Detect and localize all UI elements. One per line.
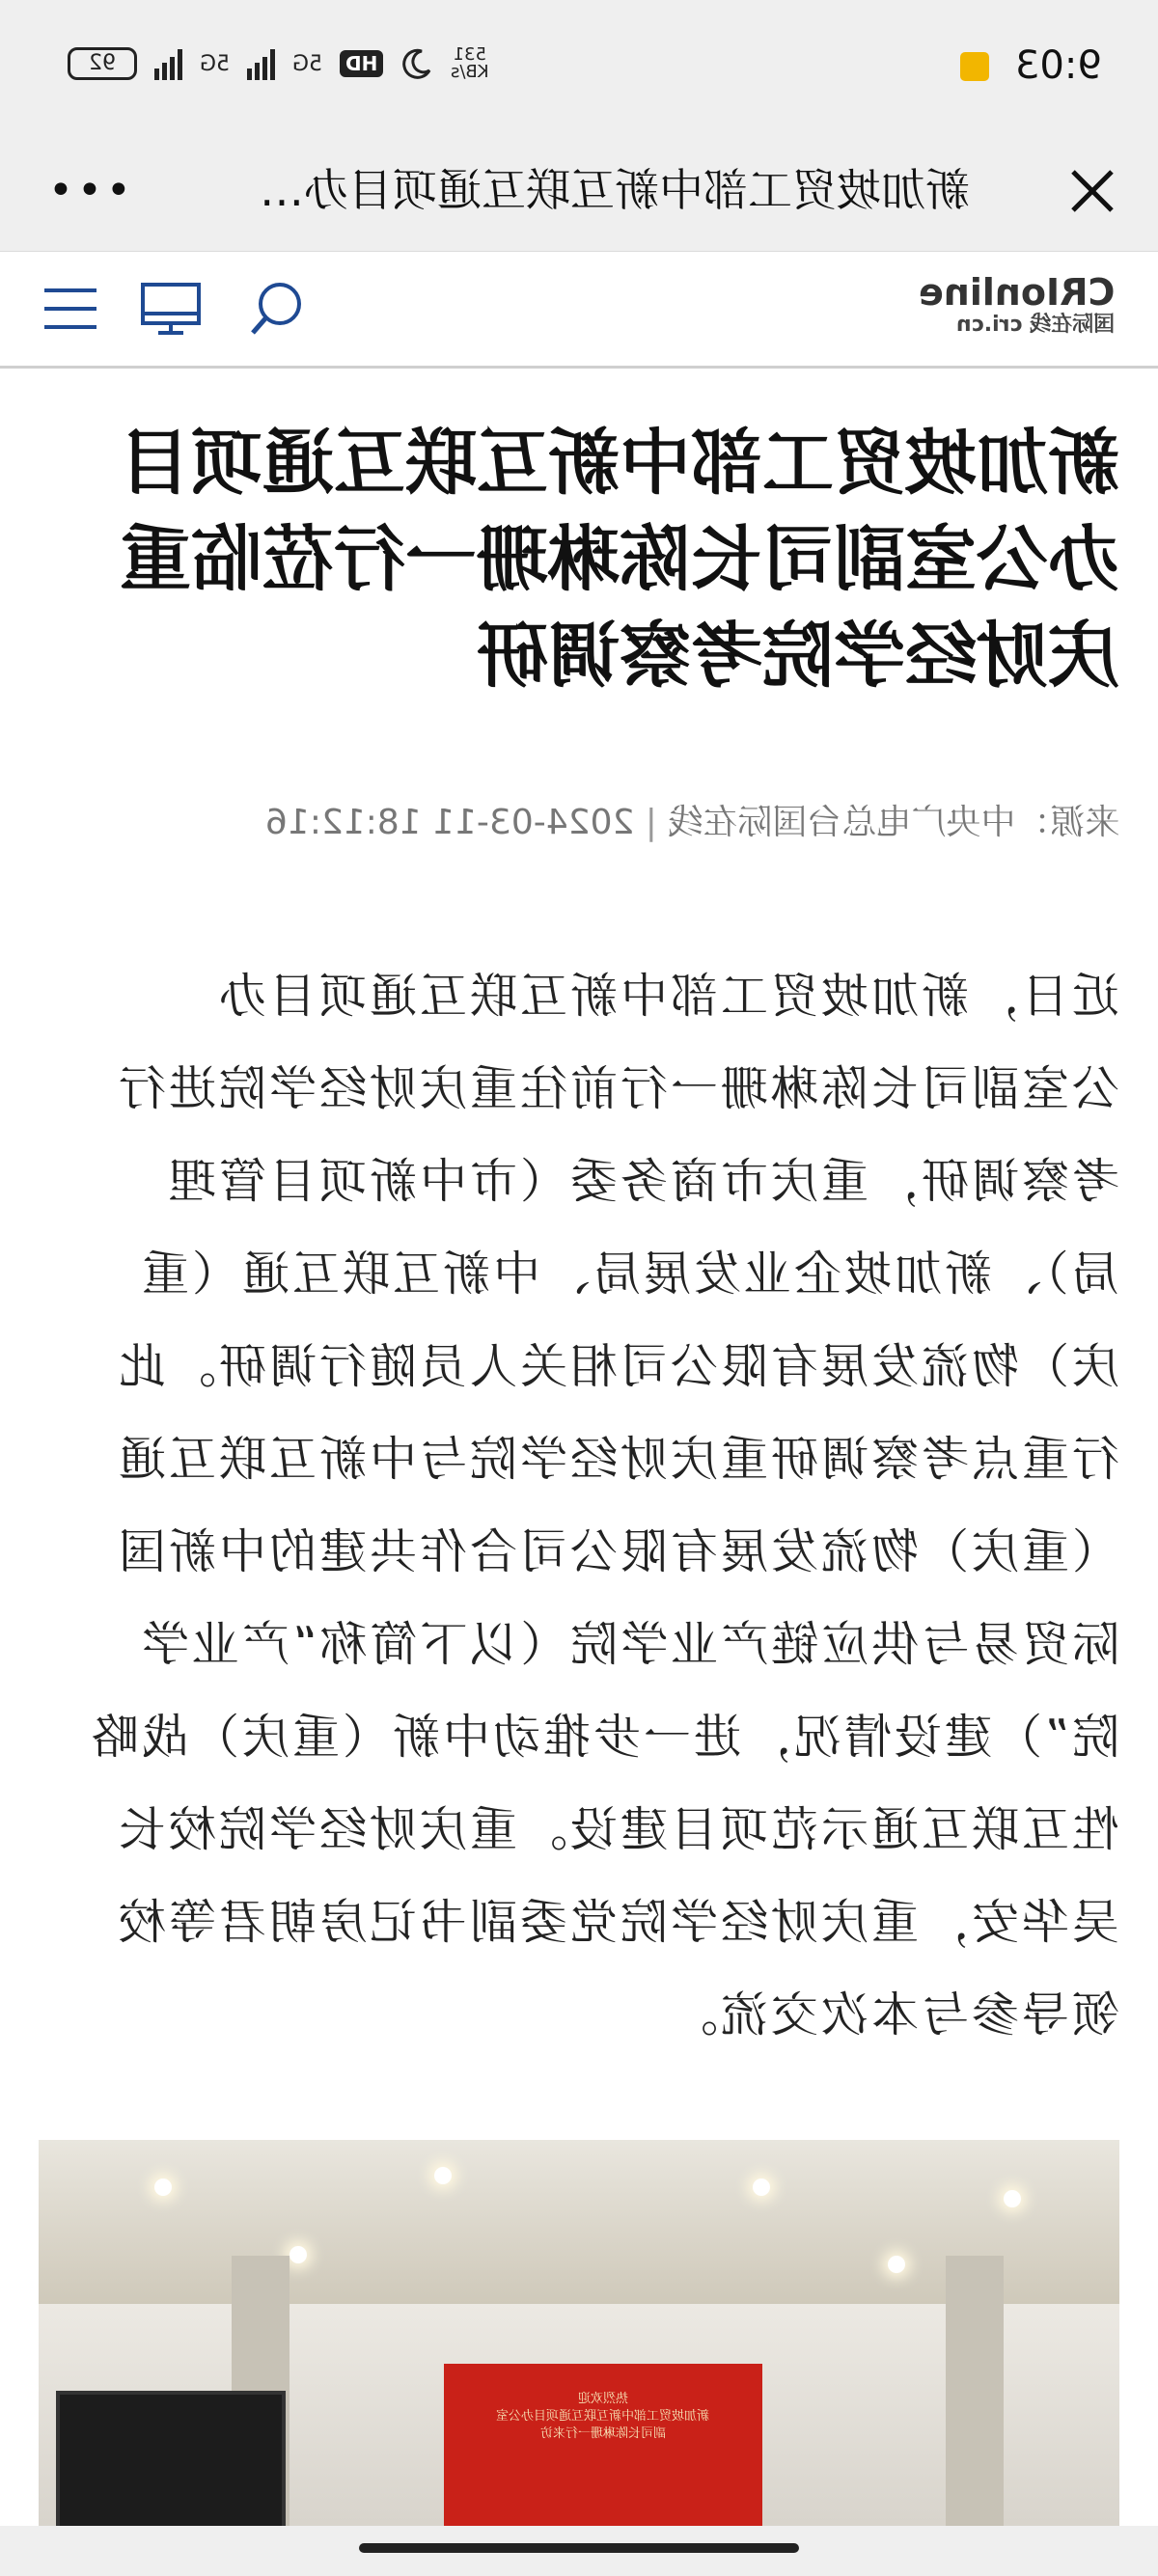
screen-line: 热烈欢迎 [577,2392,628,2406]
logo-sub: 国际在线 cri.cn [955,313,1115,337]
ceiling-light [888,2256,905,2273]
network-type-2: 5G [292,51,323,76]
site-nav [0,252,1158,369]
article-photo[interactable] [39,2140,1119,2526]
wall-tv [56,2391,286,2526]
body-line: （重庆）物流发展有限公司合作共建的中新国 [115,1524,1119,1579]
article-title [39,415,1119,704]
signal-icon [154,47,182,80]
logo-main: CRIonline [918,271,1115,314]
body-line: 公室副司长陈琳珊一行前往重庆财经学院进行 [115,1061,1119,1116]
tv-icon[interactable] [137,277,205,341]
ceiling-light [290,2246,307,2263]
article-source[interactable]: 来源：中央广电总台国际在线 [667,803,1119,842]
body-line: 庆）物流发展有限公司相关人员随行调研。此 [115,1339,1119,1394]
title-line: 新加坡贸工部中新互联互通项目 [120,422,1119,505]
status-bar [0,0,1158,135]
body-line: 行重点考察调研重庆财经学院与中新互联互通 [115,1432,1119,1487]
battery-icon [68,47,137,80]
toolbar-title: 新加坡贸工部中新互联互通项目办… [260,164,970,216]
site-logo[interactable] [912,273,1115,350]
body-line: 考察调研，重庆市商务委（市中新项目管理 [165,1154,1119,1209]
meta-separator: | [633,803,657,842]
more-dots-icon: ••• [48,166,135,215]
close-icon[interactable] [1063,162,1121,220]
notification-app-icon [960,52,989,81]
home-indicator[interactable] [359,2543,799,2553]
body-line: 际贸易与供应链产业学院（以下简称“产业学 [138,1617,1119,1672]
ceiling-light [1004,2190,1021,2207]
screen-line: 新加坡贸工部中新互联互通项目办公室 [496,2409,710,2424]
search-icon[interactable] [243,277,311,341]
article-meta-text [265,796,1119,850]
ceiling-light [753,2179,770,2196]
battery-level: 92 [89,51,116,75]
network-type-1: 5G [200,51,231,76]
status-time: 9:03 [1015,43,1102,88]
menu-icon[interactable] [37,277,104,341]
browser-toolbar [0,135,1158,252]
article-body [39,950,1119,2062]
body-line: 局）、新加坡企业发展局、中新互联互通（重 [139,1247,1119,1302]
body-line: 近日，新加坡贸工部中新互联互通项目办 [215,969,1119,1024]
hd-badge: HD [340,50,383,77]
moon-icon [400,47,433,80]
status-indicators [68,46,489,81]
screen-line: 副司长陈琳珊一行来访 [539,2426,666,2441]
ceiling-light [434,2167,452,2184]
title-line: 庆财经学院考察调研 [477,615,1119,698]
title-line: 办公室副司长陈琳珊一行莅临重 [120,518,1119,601]
photo-pillar [946,2256,1004,2526]
body-line: 院”）建设情况，进一步推动中新（重庆）战略 [88,1710,1119,1765]
more-button[interactable] [48,166,135,215]
body-line: 领导参与本次交流。 [667,1987,1119,2042]
body-line: 性互联互通示范项目建设。重庆财经学院校长 [115,1802,1119,1857]
projection-screen [444,2364,762,2526]
signal-icon-2 [247,47,275,80]
article-datetime: 2024-03-11 18:12:16 [264,803,634,842]
article-meta [39,796,1119,850]
body-line: 吴华安，重庆财经学院党委副书记房朝君等校 [115,1895,1119,1950]
network-speed: 531 KB/s [451,44,490,82]
ceiling-light [154,2179,172,2196]
